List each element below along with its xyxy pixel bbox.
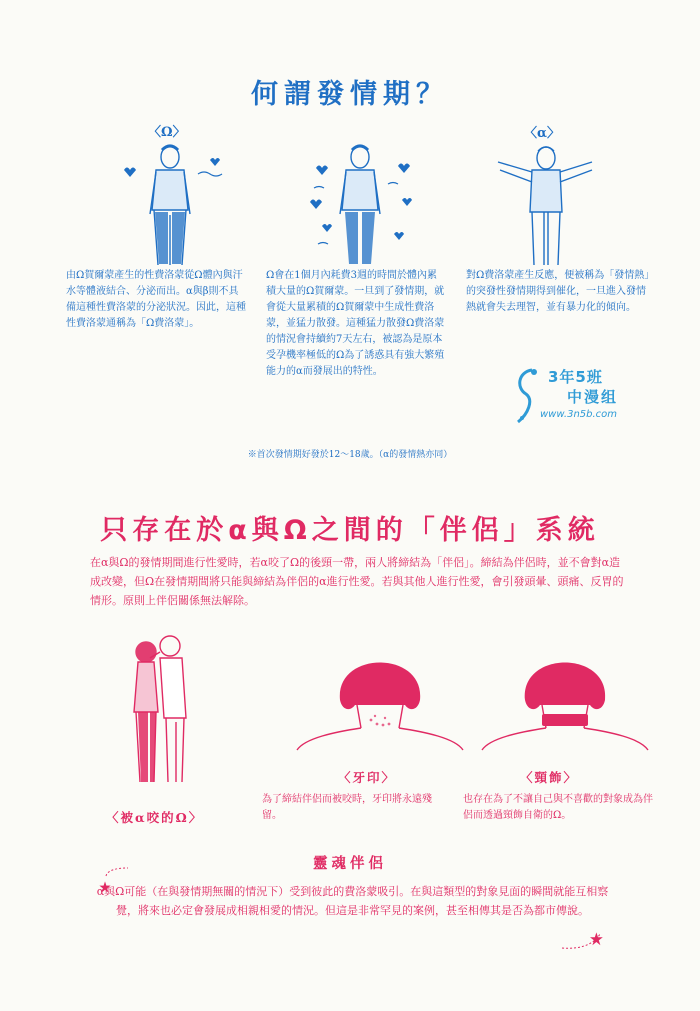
watermark-url: www.3n5b.com [540, 409, 618, 420]
soulmate-title: 靈魂伴侶 [313, 855, 387, 872]
partner-intro-text: 在α與Ω的發情期間進行性愛時，若α咬了Ω的後頸一帶，兩人將締結為「伴侶」。締結為伴侶時，並不會對α造成改變，但Ω在發情期間將只能與締結為伴侶的α進行性愛。若與其他人進行性愛，會引發頭暈、頭痛、反胃的情形。原則上伴侶關係無法解除。 [90, 556, 624, 607]
label-alpha: 〈α〉 [524, 126, 561, 141]
heart-icon [310, 200, 322, 210]
nape-collar-illustration [480, 650, 650, 750]
label-omega: 〈Ω〉 [148, 125, 186, 140]
group-watermark [512, 366, 662, 428]
heart-icon [210, 158, 220, 166]
heart-icon [402, 198, 412, 206]
caption-teeth-mark: 〈牙印〉 [338, 770, 397, 785]
omega-figure-calm [110, 140, 230, 270]
teeth-mark-note: 為了締結伴侶而被咬時，牙印將永遠殘留。 [262, 794, 432, 821]
paragraph-omega-pheromone: 由Ω賀爾蒙產生的性費洛蒙從Ω體內與汗水等體液結合、分泌而出。α與β則不具備這種性費洛蒙的分泌狀況。因此，這種性費洛蒙通稱為「Ω費洛蒙」。 [66, 270, 246, 329]
watermark-group: 中漫组 [567, 388, 619, 406]
heart-icon [316, 166, 328, 176]
nape-bite-mark-illustration [295, 650, 465, 750]
star-icon [560, 914, 620, 954]
caption-collar: 〈頸飾〉 [520, 770, 579, 785]
heart-icon [124, 168, 136, 178]
first-heat-note: ※首次發情期好發於12～18歲。（α的發情熱亦同） [247, 450, 453, 460]
section-title-partner-system: 只存在於α與Ω之間的「伴侶」系統 [100, 515, 600, 546]
paragraph-omega-heat: Ω會在1個月內耗費3週的時間於體內累積大量的Ω賀爾蒙。一旦到了發情期，就會從大量累積的Ω賀爾蒙中生成性費洛蒙，並猛力散發。這種猛力散發Ω費洛蒙的情況會持續約7天左右，被認為是原本受孕機率極低的Ω為了誘惑具有強大繁殖能力的α而發展出的特性。 [266, 270, 445, 377]
heart-icon [398, 164, 410, 174]
heart-icon [394, 232, 404, 240]
soulmate-text: α與Ω可能（在與發情期無關的情況下）受到彼此的費洛蒙吸引。在與這類型的對象見面的瞬間就能互相察覺，將來也必定會發展成相親相愛的情況。但這是非常罕見的案例，甚至相傳其是否為都市傳說。 [96, 885, 609, 917]
watermark-class: 3年5班 [548, 368, 603, 386]
collar-note: 也存在為了不讓自己與不喜歡的對象成為伴侶而透過頸飾自衛的Ω。 [463, 794, 653, 821]
alpha-figure [488, 140, 608, 270]
heart-icon [322, 224, 332, 232]
paragraph-alpha-rut: 對Ω費洛蒙產生反應，便被稱為「發情熱」的突發性發情期得到催化，一旦進入發情熱就會失去理智，並有暴力化的傾向。 [466, 270, 650, 313]
couple-bite-illustration [120, 632, 210, 792]
omega-figure-heat [298, 140, 428, 270]
section-title-heat-period: 何謂發情期？ [251, 79, 449, 110]
caption-bitten-omega: 〈被α咬的Ω〉 [106, 810, 204, 825]
